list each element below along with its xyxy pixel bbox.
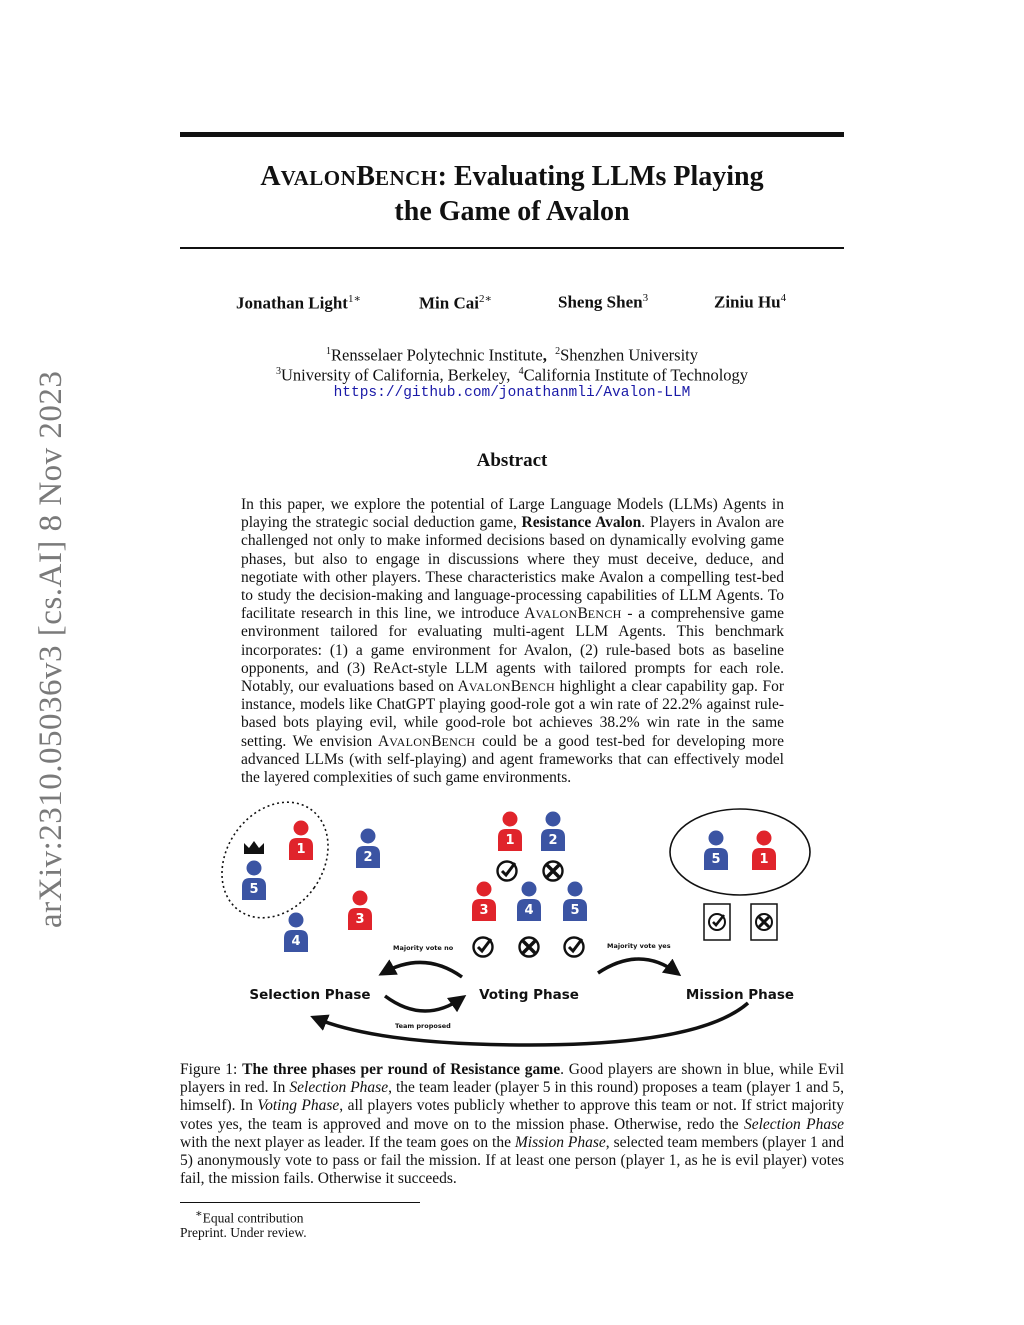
player-5-selection-label: 5 [249, 882, 259, 897]
top-rule [180, 132, 844, 137]
arrow-mission-to-selection [315, 1003, 748, 1045]
arrow-vote-no [383, 962, 462, 977]
label-majority-vote-no: Majority vote no [393, 944, 454, 952]
author-3: Sheng Shen$^3$ [558, 292, 649, 312]
footnote-equal-contribution: ∗Equal contribution [195, 1208, 304, 1226]
label-mission-phase: Mission Phase [685, 987, 795, 1003]
author-4: Ziniu Hu$^4$ [714, 292, 787, 312]
abstract-body: In this paper, we explore the potential of Large Language Models (LLMs) Agents in playing the strategic social deduction game, Resistance Avalon. Players in Avalon are challenged not only to make informed decisions based on dynamically evolving game phases, but also to engage in discussions where they must deceive, deduce, and negotiate with other players. These characteristics make Avalon a compelling test-bed to study the decision-making and language-processing capabilities of LLM Agents. To facilitate research in this line, we introduce AVALONBENCH - a comprehensive game environment tailored for evaluating multi-agent LLM Agents. This benchmark incorporates: (1) a game environment for Avalon, (2) rule-based bots as baseline opponents, and (3) ReAct-style LLM agents with tailored prompts for each role. Notably, our evaluations based on AVALONBENCH highlight a clear capability gap. For instance, models like ChatGPT playing good-role got a win rate of 22.2% against rule-based bots playing evil, while good-role bot achieves 38.2% win rate in the same setting. We envision AVALONBENCH could be a good test-bed for developing more advanced LLMs (with self-playing) and agent frameworks that can effectively model the layered complexities of such game environments. [241, 496, 785, 787]
label-majority-vote-yes: Majority vote yes [607, 942, 671, 950]
author-2: Min Cai$^{2∗}$ [419, 293, 492, 313]
player-1-voting-label: 1 [505, 833, 515, 848]
player-4-selection-label: 4 [291, 934, 301, 949]
player-3-selection-label: 3 [355, 912, 365, 927]
mission-team-ellipse [670, 809, 810, 895]
player-5-mission-label: 5 [711, 852, 721, 867]
arrow-vote-yes [598, 959, 677, 973]
mission-pass-card-icon [704, 904, 730, 940]
affiliations-line-2: $^3$University of California, Berkeley, $^4$California Institute of Technology [275, 365, 749, 385]
reject-vote-icon [520, 938, 539, 957]
label-voting-phase: Voting Phase [479, 987, 579, 1003]
approve-vote-icon [565, 938, 584, 957]
affiliations-line-1: $^1$Rensselaer Polytechnic Institute, $^2$Shenzhen University [325, 345, 698, 365]
reject-vote-icon [544, 862, 563, 881]
player-5-voting-label: 5 [570, 903, 580, 918]
author-1: Jonathan Light$^{1∗}$ [236, 293, 361, 313]
player-2-selection-label: 2 [363, 850, 373, 865]
label-selection-phase: Selection Phase [249, 987, 371, 1003]
player-4-voting-label: 4 [524, 903, 534, 918]
player-2-voting-label: 2 [548, 833, 558, 848]
selection-team-ellipse [200, 800, 350, 938]
player-1-mission-label: 1 [759, 852, 769, 867]
arrow-team-proposed [385, 996, 462, 1011]
paper-title: AVALONBENCH: Evaluating LLMs Playing the Game of Avalon [260, 161, 764, 227]
arxiv-identifier: arXiv:2310.05036v3 [cs.AI] 8 Nov 2023 [33, 370, 69, 928]
abstract-heading: Abstract [476, 450, 548, 471]
approve-vote-icon [498, 862, 517, 881]
leader-crown-icon [244, 841, 264, 854]
mission-fail-card-icon [751, 904, 777, 940]
player-3-voting-label: 3 [479, 903, 489, 918]
preprint-notice: Preprint. Under review. [180, 1225, 307, 1240]
figure-1-diagram [180, 800, 844, 1055]
label-team-proposed: Team proposed [395, 1022, 451, 1030]
title-bottom-rule [180, 247, 844, 249]
figure-1-caption: Figure 1: The three phases per round of Resistance game. Good players are shown in blue, while Evil players in red. In Selection Phase, the team leader (player 5 in this round) proposes a team (player 1 and 5, himself). In Voting Phase, all players votes publicly whether to approve this team or not. If strict majority votes yes, the team is approved and move on to the mission phase. Otherwise, redo the Selection Phase with the next player as leader. If the team goes on the Mission Phase, selected team members (player 1 and 5) anonymously vote to pass or fail the mission. If at least one person (player 1, as he is evil player) votes fail, the mission fails. Otherwise it succeeds. [180, 1061, 845, 1188]
github-link[interactable]: https://github.com/jonathanmli/Avalon-LLM [333, 385, 691, 401]
approve-vote-icon [474, 938, 493, 957]
footnote-rule [180, 1202, 420, 1203]
player-1-selection-label: 1 [296, 842, 306, 857]
